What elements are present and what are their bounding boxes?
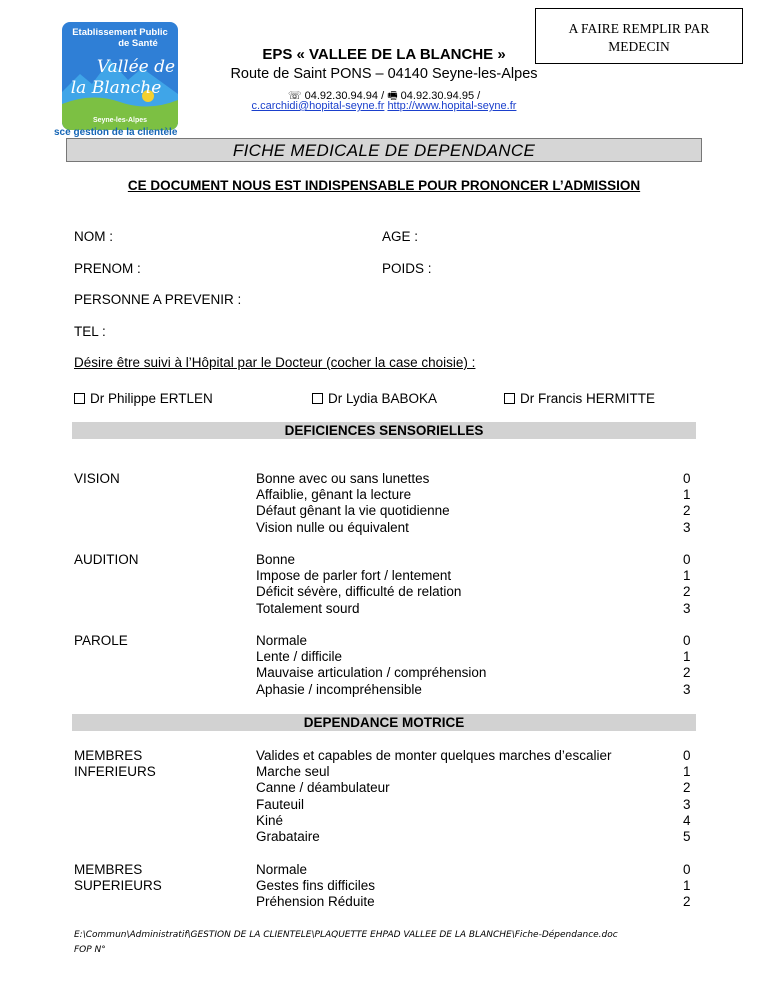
option: Gestes fins difficiles bbox=[256, 878, 376, 894]
phone-number: 04.92.30.94.94 / bbox=[304, 90, 385, 102]
criterion-label-membres-inferieurs bbox=[74, 748, 156, 780]
option: Mauvaise articulation / compréhension bbox=[256, 665, 487, 681]
criterion-scores-membres-inferieurs bbox=[683, 748, 691, 845]
criterion-label-audition: AUDITION bbox=[74, 552, 139, 567]
doctor-option-ertlen[interactable] bbox=[74, 391, 213, 406]
score: 2 bbox=[683, 584, 691, 600]
medecin-notice-line1: A FAIRE REMPLIR PAR bbox=[568, 21, 710, 36]
criterion-label-vision: VISION bbox=[74, 471, 120, 486]
criterion-scores-membres-superieurs bbox=[683, 862, 691, 911]
checkbox-icon[interactable] bbox=[74, 393, 85, 404]
field-poids[interactable]: POIDS : bbox=[382, 261, 432, 276]
score: 1 bbox=[683, 764, 691, 780]
section-header-sensorielles bbox=[72, 422, 696, 439]
option: Impose de parler fort / lentement bbox=[256, 568, 452, 584]
logo-graphic bbox=[62, 22, 178, 130]
score: 2 bbox=[683, 503, 691, 519]
score: 2 bbox=[683, 894, 691, 910]
field-tel[interactable]: TEL : bbox=[74, 324, 106, 339]
score: 1 bbox=[683, 649, 691, 665]
telephone-icon: ☏ bbox=[287, 90, 302, 102]
fax-number: 04.92.30.94.95 / bbox=[400, 90, 481, 102]
score: 2 bbox=[683, 665, 691, 681]
criterion-label-parole: PAROLE bbox=[74, 633, 128, 648]
option: Déficit sévère, difficulté de relation bbox=[256, 584, 462, 600]
option: Aphasie / incompréhensible bbox=[256, 681, 422, 697]
score: 3 bbox=[683, 600, 691, 616]
criterion-label-membres-superieurs bbox=[74, 862, 162, 894]
footer-file-path: E:\Commun\Administratif\GESTION DE LA CLIENTELE\PLAQUETTE EHPAD VALLEE DE LA BLANCHE\Fiche-Dépendance.doc bbox=[74, 930, 618, 940]
score: 3 bbox=[683, 796, 691, 812]
option: Bonne bbox=[256, 552, 296, 567]
website-link[interactable]: http://www.hopital-seyne.fr bbox=[387, 100, 517, 112]
form-title: FICHE MEDICALE DE DEPENDANCE bbox=[66, 138, 702, 162]
checkbox-icon[interactable] bbox=[504, 393, 515, 404]
admission-notice: CE DOCUMENT NOUS EST INDISPENSABLE POUR PRONONCER L’ADMISSION bbox=[127, 178, 641, 193]
option: Totalement sourd bbox=[256, 600, 360, 616]
section-title: DEFICIENCES SENSORIELLES bbox=[284, 423, 484, 438]
medecin-notice-line2: MEDECIN bbox=[608, 39, 670, 54]
logo-place: Seyne-les-Alpes bbox=[92, 117, 148, 124]
option: Canne / déambulateur bbox=[256, 780, 390, 796]
footer bbox=[74, 928, 618, 958]
criterion-options-audition bbox=[256, 552, 461, 617]
doctor-option-hermitte[interactable] bbox=[504, 391, 655, 406]
label-line: INFERIEURS bbox=[74, 764, 156, 780]
footer-fop: FOP N° bbox=[74, 945, 106, 955]
criterion-options-membres-superieurs bbox=[256, 862, 375, 911]
hospital-name: EPS « VALLEE DE LA BLANCHE » bbox=[262, 46, 506, 63]
criterion-options-membres-inferieurs bbox=[256, 748, 611, 845]
score: 0 bbox=[683, 862, 691, 877]
doctor-name: Dr Philippe ERTLEN bbox=[90, 391, 213, 406]
checkbox-icon[interactable] bbox=[312, 393, 323, 404]
field-prenom[interactable]: PRENOM : bbox=[74, 261, 141, 276]
score: 5 bbox=[683, 829, 691, 845]
option: Valides et capables de monter quelques marches d’escalier bbox=[256, 748, 612, 763]
option: Vision nulle ou équivalent bbox=[256, 519, 409, 535]
logo-brand2: la Blanche bbox=[70, 78, 162, 98]
option: Kiné bbox=[256, 812, 284, 828]
label-line: MEMBRES bbox=[74, 748, 143, 763]
score: 3 bbox=[683, 519, 691, 535]
label-line: SUPERIEURS bbox=[74, 878, 162, 894]
hospital-address: Route de Saint PONS – 04140 Seyne-les-Alpes bbox=[230, 66, 538, 82]
score: 0 bbox=[683, 748, 691, 763]
option: Marche seul bbox=[256, 764, 330, 780]
option: Affaiblie, gênant la lecture bbox=[256, 487, 412, 503]
option: Normale bbox=[256, 862, 308, 877]
contact-links bbox=[200, 100, 568, 112]
doctor-prompt: Désire être suivi à l’Hôpital par le Docteur (cocher la case choisie) : bbox=[74, 355, 476, 370]
criterion-scores-audition bbox=[683, 552, 691, 617]
option: Normale bbox=[256, 633, 308, 648]
score: 0 bbox=[683, 633, 691, 648]
logo-line1: Etablissement Public bbox=[72, 27, 168, 38]
score: 1 bbox=[683, 878, 691, 894]
field-age[interactable]: AGE : bbox=[382, 229, 419, 244]
score: 0 bbox=[683, 552, 691, 567]
hospital-logo bbox=[62, 22, 178, 130]
score: 3 bbox=[683, 681, 691, 697]
label-line: MEMBRES bbox=[74, 862, 143, 877]
score: 2 bbox=[683, 780, 691, 796]
option: Fauteuil bbox=[256, 796, 305, 812]
logo-brand1: Vallée de bbox=[96, 57, 176, 77]
option: Grabataire bbox=[256, 829, 320, 845]
doctor-name: Dr Francis HERMITTE bbox=[520, 391, 655, 406]
email-link[interactable]: c.carchidi@hopital-seyne.fr bbox=[251, 100, 385, 112]
score: 4 bbox=[683, 812, 691, 828]
criterion-scores-parole bbox=[683, 633, 691, 698]
criterion-options-parole bbox=[256, 633, 486, 698]
fax-icon: 🖷 bbox=[387, 90, 398, 102]
section-title: DEPENDANCE MOTRICE bbox=[303, 715, 465, 730]
field-nom[interactable]: NOM : bbox=[74, 229, 113, 244]
section-header-motrice bbox=[72, 714, 696, 731]
doctor-name: Dr Lydia BABOKA bbox=[328, 391, 438, 406]
score: 0 bbox=[683, 471, 691, 486]
option: Bonne avec ou sans lunettes bbox=[256, 471, 430, 486]
option: Lente / difficile bbox=[256, 649, 343, 665]
score: 1 bbox=[683, 487, 691, 503]
score: 1 bbox=[683, 568, 691, 584]
criterion-options-vision bbox=[256, 471, 450, 536]
option: Préhension Réduite bbox=[256, 894, 375, 910]
field-personne-a-prevenir[interactable]: PERSONNE A PREVENIR : bbox=[74, 292, 242, 307]
criterion-scores-vision bbox=[683, 471, 691, 536]
doctor-option-baboka[interactable] bbox=[312, 391, 437, 406]
department-label: sce gestion de la clientèle bbox=[54, 127, 178, 138]
option: Défaut gênant la vie quotidienne bbox=[256, 503, 450, 519]
logo-line2: de Santé bbox=[118, 38, 158, 49]
